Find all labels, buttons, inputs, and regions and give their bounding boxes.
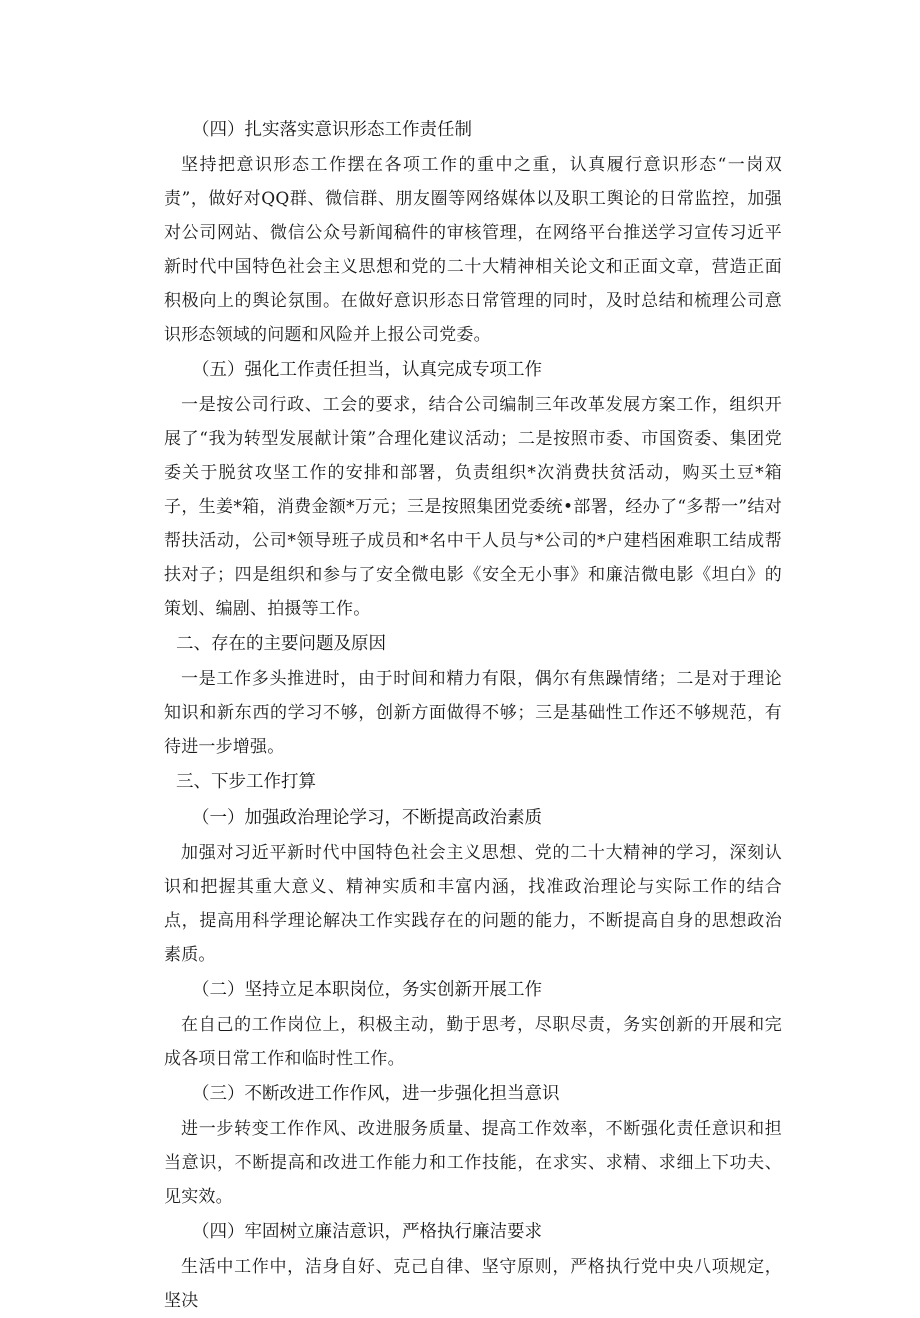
paragraph-political-study: 加强对习近平新时代中国特色社会主义思想、党的二十大精神的学习，深刻认识和把握其重大意义、精神实质和丰富内涵，找准政治理论与实际工作的结合点，提高用科学理论解决工作实践存在的问题的能力，不断提高自身的思想政治素质。	[164, 843, 782, 965]
section-heading-1: （一）加强政治理论学习，不断提高政治素质	[192, 808, 542, 828]
paragraph-ideology: 坚持把意识形态工作摆在各项工作的重中之重，认真履行意识形态“一岗双责”，做好对QQ群、微信群、朋友圈等网络媒体以及职工舆论的日常监控，加强对公司网站、微信公众号新闻稿件的审核管理，在网络平台推送学习宣传习近平新时代中国特色社会主义思想和党的二十大精神相关论文和正面文章，营造正面积极向上的舆论氛围。在做好意识形态日常管理的同时，及时总结和梳理公司意识形态领域的问题和风险并上报公司党委。	[164, 155, 782, 345]
document-body	[164, 112, 782, 1318]
section-heading-4b: （四）牢固树立廉洁意识，严格执行廉洁要求	[192, 1222, 542, 1242]
section-heading-4: （四）扎实落实意识形态工作责任制	[192, 120, 472, 140]
paragraph-job-duty: 在自己的工作岗位上，积极主动，勤于思考，尽职尽责，务实创新的开展和完成各项日常工作和临时性工作。	[164, 1015, 782, 1069]
paragraph-special-work: 一是按公司行政、工会的要求，结合公司编制三年改革发展方案工作，组织开展了“我为转型发展献计策”合理化建议活动；二是按照市委、市国资委、集团党委关于脱贫攻坚工作的安排和部署，负责组织*次消费扶贫活动，购买土豆*箱子，生姜*箱，消费金额*万元；三是按照集团党委统•部署，经办了“多帮一”结对帮扶活动，公司*领导班子成员和*名中干人员与*公司的*户建档困难职工结成帮扶对子；四是组织和参与了安全微电影《安全无小事》和廉洁微电影《坦白》的策划、编剧、拍摄等工作。	[164, 395, 782, 619]
section-heading-3: （三）不断改进工作作风，进一步强化担当意识	[192, 1084, 560, 1104]
section-heading-2: （二）坚持立足本职岗位，务实创新开展工作	[192, 980, 542, 1000]
paragraph-work-style: 进一步转变工作作风、改进服务质量、提高工作效率，不断强化责任意识和担当意识，不断提高和改进工作能力和工作技能，在求实、求精、求细上下功夫、见实效。	[164, 1119, 782, 1207]
paragraph-integrity: 生活中工作中，洁身自好、克己自律、坚守原则，严格执行党中央八项规定，坚决	[164, 1257, 782, 1311]
chapter-heading-problems: 二、存在的主要问题及原因	[176, 634, 386, 654]
chapter-heading-next-steps: 三、下步工作打算	[176, 772, 316, 792]
paragraph-problems: 一是工作多头推进时，由于时间和精力有限，偶尔有焦躁情绪；二是对于理论知识和新东西的学习不够，创新方面做得不够；三是基础性工作还不够规范，有待进一步增强。	[164, 669, 782, 757]
section-heading-5: （五）强化工作责任担当，认真完成专项工作	[192, 360, 542, 380]
